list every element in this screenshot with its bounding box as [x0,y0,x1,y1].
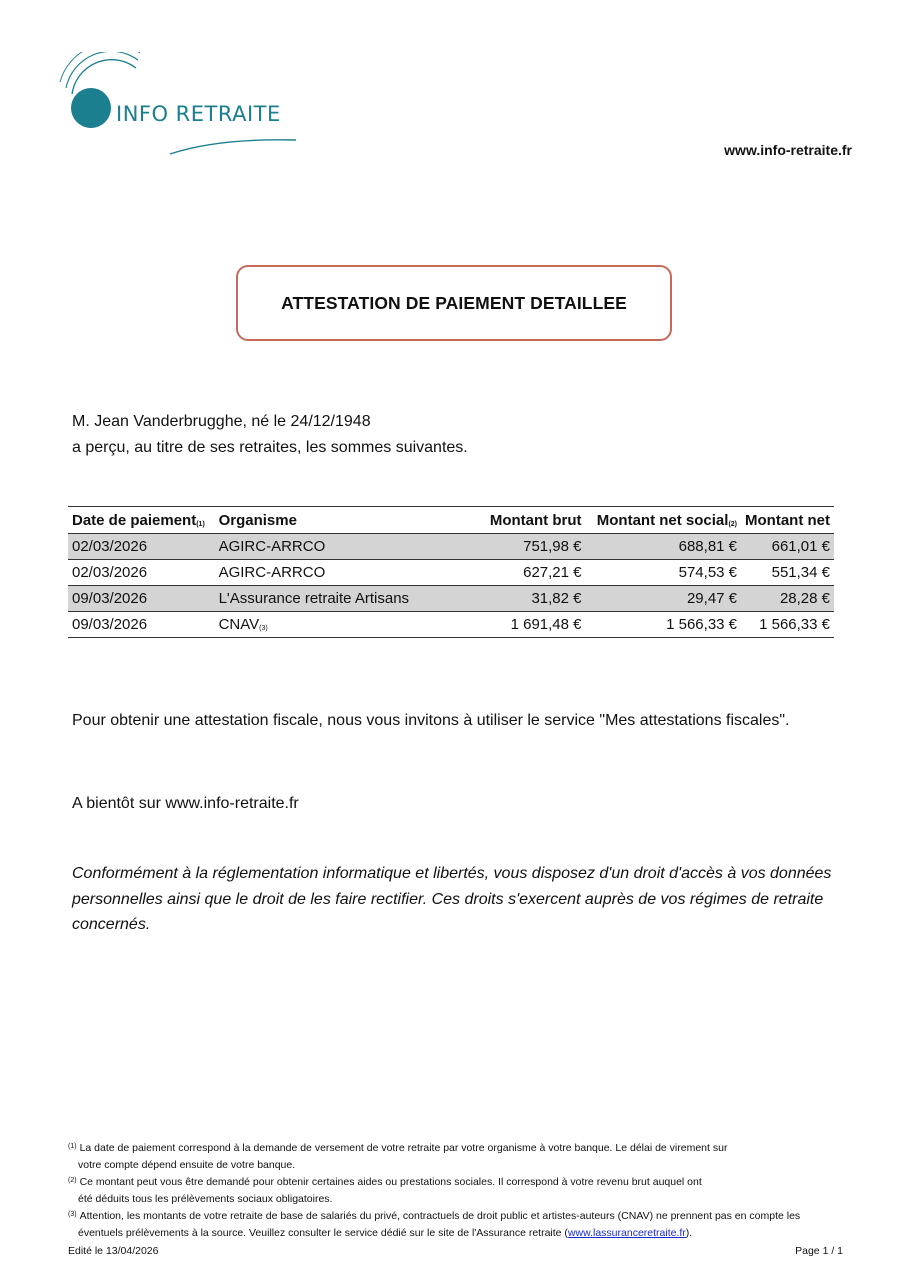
footnote-1 [68,1139,838,1173]
footnote-number: (2) [68,1177,77,1184]
document-title: ATTESTATION DE PAIEMENT DETAILLEE [281,292,627,313]
page-number: Page 1 / 1 [795,1245,843,1257]
footnote-text: Attention, les montants de votre retraite de base de salariés du privé, contractuels de droit public et artistes-auteurs (CNAV) ne prennent pas en compte les [79,1210,801,1222]
recipient-line: M. Jean Vanderbrugghe, né le 24/12/1948 [72,413,371,430]
cell-montant-net: 1 566,33 € [741,612,834,638]
payments-table [68,506,834,638]
table-header-row [68,507,834,534]
cell-montant-brut: 1 691,48 € [469,612,586,638]
privacy-notice: Conformément à la réglementation informatique et libertés, vous disposez d'un droit d'accès à vos données personnelles ainsi que le droit de les faire rectifier. Ces droits s'exercent auprès de vos régimes de retraite concernés. [72,865,832,933]
closing-text: A bientôt sur www.info-retraite.fr [72,795,299,812]
cell-date: 02/03/2026 [68,560,215,586]
footnote-text: votre compte dépend ensuite de votre banque. [78,1158,296,1171]
lassuranceretraite-link[interactable]: www.lassuranceretraite.fr [567,1226,686,1239]
cell-date: 09/03/2026 [68,586,215,612]
header-montant-net: Montant net [741,507,834,534]
edition-date: Edité le 13/04/2026 [68,1245,159,1257]
cell-montant-net-social: 1 566,33 € [586,612,742,638]
header-montant-net-social: Montant net social$^{(2)}$ [586,507,742,534]
header-organisme: Organisme [215,507,469,534]
website-url: www.info-retraite.fr [724,142,852,158]
info-retraite-logo [58,52,308,162]
cell-montant-net-social: 688,81 € [586,534,742,560]
footnote-number: (1) [68,1143,77,1150]
cell-date: 09/03/2026 [68,612,215,638]
cell-montant-brut: 31,82 € [469,586,586,612]
footnote-3 [68,1207,838,1241]
cell-organisme: CNAV$^{(3)}$ [215,612,469,638]
cell-montant-net: 28,28 € [741,586,834,612]
intro-line: a perçu, au titre de ses retraites, les sommes suivantes. [72,439,468,456]
header-date: Date de paiement$^{(1)}$ [68,507,215,534]
footnote-text: La date de paiement correspond à la demande de versement de votre retraite par votre organisme à votre banque. Le délai de virement sur [79,1142,728,1154]
cell-organisme: L'Assurance retraite Artisans [215,586,469,612]
footnote-2 [68,1173,838,1207]
cell-montant-net-social: 29,47 € [586,586,742,612]
cell-montant-net: 661,01 € [741,534,834,560]
footnote-text-continued: éventuels prélèvements à la source. Veuillez consulter le service dédié sur le site de l'Assurance retraite (www.lassuranceretraite.fr). [78,1226,693,1239]
cell-montant-net-social: 574,53 € [586,560,742,586]
cell-organisme: AGIRC-ARRCO [215,560,469,586]
footnote-text: été déduits tous les prélèvements sociaux obligatoires. [78,1192,333,1205]
footnote-number: (3) [68,1211,77,1218]
cell-montant-brut: 751,98 € [469,534,586,560]
cell-montant-net: 551,34 € [741,560,834,586]
table-row [68,612,834,638]
cell-organisme: AGIRC-ARRCO [215,534,469,560]
table-row [68,560,834,586]
fiscal-attestation-text: Pour obtenir une attestation fiscale, nous vous invitons à utiliser le service "Mes attestations fiscales". [72,712,790,729]
cell-montant-brut: 627,21 € [469,560,586,586]
footnote-text: Ce montant peut vous être demandé pour obtenir certaines aides ou prestations sociales. Il correspond à votre revenu brut auquel ont [79,1176,702,1188]
table-row [68,534,834,560]
title-box [236,265,672,341]
cell-date: 02/03/2026 [68,534,215,560]
header-montant-brut: Montant brut [469,507,586,534]
logo-text: INFO RETRAITE [116,102,281,126]
table-row [68,586,834,612]
